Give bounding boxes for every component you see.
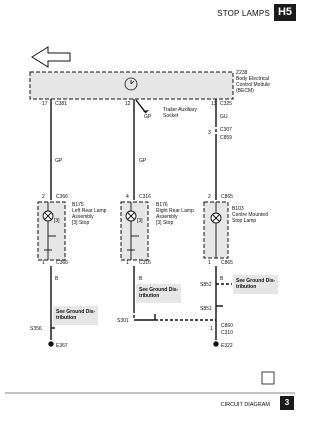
left-lamp-id: B175: [72, 202, 84, 208]
splice-s356: S356: [30, 326, 42, 332]
centre-lamp-id: B103: [232, 206, 244, 212]
left-lamp-line2: Assembly: [72, 214, 94, 220]
splice-s852: S852: [200, 282, 212, 288]
pin-number-c307: 3: [208, 130, 211, 136]
ground-note-left-line2: tribution: [56, 315, 77, 321]
ground-note-left-line1: See Ground Dis-: [56, 309, 96, 315]
becm-module-box: [30, 72, 233, 99]
module-name-line1: Body Electrical: [236, 76, 270, 82]
pin-number-c860: 1: [210, 326, 213, 332]
splice-s851: S851: [200, 306, 212, 312]
ground-note-right-line2: tribution: [236, 284, 257, 290]
right-lamp-tag: [3]: [137, 218, 143, 224]
connector-c859: C859: [220, 135, 232, 141]
wire-color-b-middle: B: [139, 276, 143, 282]
right-lamp-id: B176: [156, 202, 168, 208]
wire-color-gp-trailer: GP: [144, 114, 152, 120]
page-marker-box: [262, 372, 274, 384]
wire-color-gu: GU: [220, 114, 228, 120]
connector-c865-top: C865: [221, 194, 233, 200]
centre-lamp-line2: Stop Lamp: [232, 218, 257, 224]
wire-color-gp-middle: GP: [139, 158, 147, 164]
connector-c366-bot: C366: [56, 260, 68, 266]
module-id: Z238: [236, 70, 248, 76]
pin-number-right: 13: [211, 101, 217, 107]
pin-number-c366-bot: 1: [42, 260, 45, 266]
pin-number-middle: 12: [125, 101, 131, 107]
connector-c366-top: C366: [56, 194, 68, 200]
right-lamp-line3: [3] Stop: [156, 220, 174, 226]
ground-e367: E367: [56, 343, 68, 349]
centre-lamp-line1: Centre Mounted: [232, 212, 268, 218]
back-arrow-icon[interactable]: [32, 47, 70, 67]
page-title: STOP LAMPS: [217, 9, 270, 18]
connector-c310: C310: [221, 330, 233, 336]
wire-color-gp-left: GP: [55, 158, 63, 164]
left-lamp-tag: [3]: [54, 218, 60, 224]
footer-title: CIRCUIT DIAGRAM: [220, 402, 270, 408]
ground-e322: E322: [221, 343, 233, 349]
section-code-badge: H5: [274, 4, 296, 21]
left-lamp-line1: Left Rear Lamp: [72, 208, 107, 214]
connector-c325: C325: [220, 101, 232, 107]
connector-c860: C860: [221, 323, 233, 329]
trailer-socket-line2: Socket: [163, 113, 179, 119]
connector-c316-bot: C316: [139, 260, 151, 266]
wire-color-b-left: B: [55, 276, 59, 282]
pin-number-c865-top: 2: [208, 194, 211, 200]
right-lamp-line1: Right Rear Lamp: [156, 208, 194, 214]
pin-number-left: 17: [42, 101, 48, 107]
left-rear-lamp-box: [38, 202, 65, 260]
pin-number-c366-top: 2: [42, 194, 45, 200]
pin-number-c865-bot: 1: [208, 260, 211, 266]
centre-stop-lamp-box: [204, 202, 228, 258]
connector-c307: C307: [220, 127, 232, 133]
pin-number-c316-top: 4: [126, 194, 129, 200]
connector-c316-top: C316: [139, 194, 151, 200]
ground-note-middle-line2: tribution: [139, 293, 160, 299]
connector-c865-bot: C865: [221, 260, 233, 266]
ground-note-middle-line1: See Ground Dis-: [139, 287, 179, 293]
trailer-socket-arrow-icon: [136, 100, 149, 113]
pin-number-c316-bot: 1: [126, 260, 129, 266]
splice-s301: S301: [117, 318, 129, 324]
module-name-line3: (BECM): [236, 88, 254, 94]
ground-note-right-line1: See Ground Dis-: [236, 278, 276, 284]
left-lamp-line3: [3] Stop: [72, 220, 90, 226]
connector-c381: C381: [55, 101, 67, 107]
right-rear-lamp-box: [121, 202, 148, 260]
page-number-badge: 3: [280, 396, 294, 410]
wire-color-b-right: B: [220, 276, 224, 282]
trailer-socket-line1: Trailer Auxiliary: [163, 107, 197, 113]
right-lamp-line2: Assembly: [156, 214, 178, 220]
module-name-line2: Control Module: [236, 82, 270, 88]
